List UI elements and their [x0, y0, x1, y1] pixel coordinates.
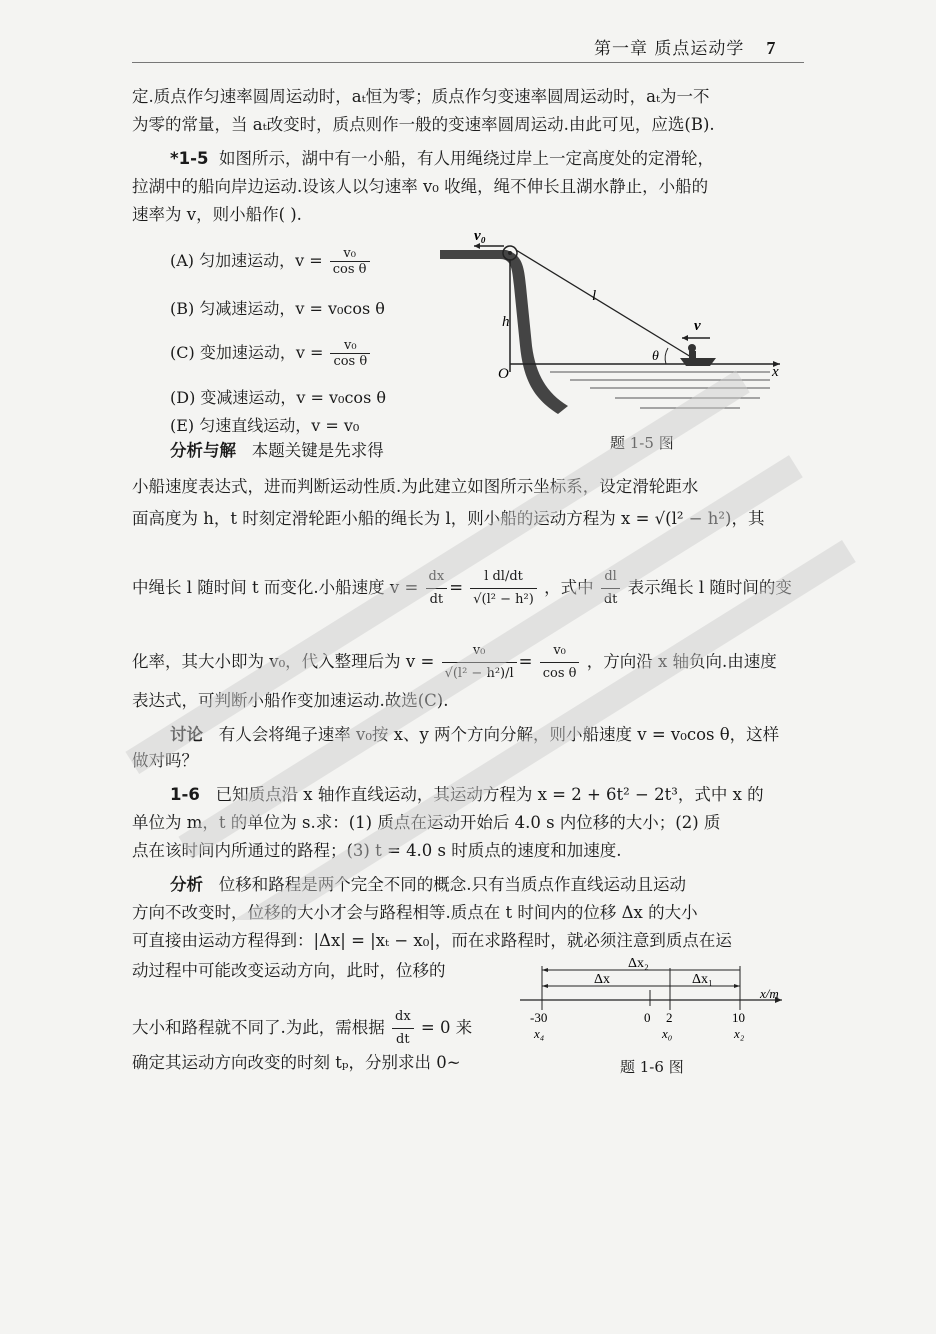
text-span: 中绳长 l 随时间 t 而变化.小船速度 v = — [132, 578, 419, 597]
analysis-line — [170, 440, 384, 462]
theta-label: θ — [652, 349, 659, 364]
fraction — [442, 640, 517, 685]
text-line: 为零的常量，当 aₜ改变时，质点则作一般的变速率圆周运动.由此可见，应选(B). — [132, 115, 715, 134]
text-line: 拉湖中的船向岸边运动.设该人以匀速率 v₀ 收绳，绳不伸长且湖水静止，小船的 — [132, 177, 709, 196]
figure-1-5 — [440, 226, 800, 456]
boat-icon — [680, 358, 716, 366]
numerator: dx — [392, 1006, 414, 1029]
figure-1-6 — [520, 958, 810, 1048]
fraction — [392, 1006, 414, 1051]
numerator: v₀ — [330, 246, 370, 262]
figure-1-6-caption: 题 1-6 图 — [620, 1058, 684, 1076]
text-line: 小船速度表达式，进而判断运动性质.为此建立如图所示坐标系，设定滑轮距水 — [132, 477, 699, 496]
velocity-line: 中绳长 l 随时间 t 而变化.小船速度 v = $\frac{dx}{dt}$ = $\frac{\text{l dl/dt}}{\text{√(l² − h²)}}$ ，式中 $\frac{dl}{dt}$ 表示绳长 l 随时间的变 — [132, 566, 792, 611]
text-line: 表达式，可判断小船作变加速运动.故选(C). — [132, 691, 449, 710]
l-label: l — [592, 288, 597, 304]
discussion-line — [170, 724, 779, 746]
person-icon — [688, 344, 696, 352]
denominator: dt — [603, 592, 618, 607]
fraction — [426, 566, 448, 611]
text-line: 定.质点作匀速率圆周运动时，aₜ恒为零；质点作匀变速率圆周运动时，aₜ为一不 — [132, 87, 710, 106]
problem-number: 1-6 — [170, 785, 200, 804]
text-line: 确定其运动方向改变的时刻 tₚ，分别求出 0~ — [132, 1053, 461, 1072]
numerator: v₀ — [330, 338, 370, 354]
text-span: 大小和路程就不同了.为此，需根据 — [132, 1018, 385, 1037]
denominator: √(l² − h²) — [473, 592, 534, 607]
rope-line — [516, 250, 696, 360]
fraction — [470, 566, 537, 611]
point-label: x₂ — [734, 1026, 745, 1041]
h-label: h — [502, 314, 510, 330]
fraction — [330, 246, 370, 277]
problem-number: *1-5 — [170, 149, 209, 168]
analysis-heading: 分析 — [170, 875, 203, 894]
discussion-heading: 讨论 — [170, 725, 203, 744]
origin-label: O — [498, 366, 509, 382]
problem-1-6-line — [170, 784, 764, 806]
numerator: dx — [426, 566, 448, 589]
option-e: (E) 匀速直线运动，v = v₀ — [170, 416, 360, 435]
option-a — [170, 246, 372, 277]
tick-label: 10 — [732, 1010, 745, 1025]
velocity-result-line: 化率，其大小即为 v₀，代入整理后为 v = $\frac{\text{v₀}}{\text{√(l² − h²)/l}}$ = $\frac{\text{v₀}}{\text{cos θ}}$ ，方向沿 x 轴负向.由速度 — [132, 640, 777, 685]
text-span: 位移和路程是两个完全不同的概念.只有当质点作直线运动且运动 — [218, 875, 686, 894]
text-span: = 0 来 — [420, 1018, 473, 1037]
text-line: 单位为 m，t 的单位为 s.求：(1) 质点在运动开始后 4.0 s 内位移的大小；(2) 质 — [132, 813, 721, 832]
numerator: l dl/dt — [470, 566, 537, 589]
running-header — [594, 34, 776, 59]
text-span: 如图所示，湖中有一小船，有人用绳绕过岸上一定高度处的定滑轮， — [218, 149, 714, 168]
text-span: 已知质点沿 x 轴作直线运动，其运动方程为 x = 2 + 6t² − 2t³，式中 x 的 — [215, 785, 764, 804]
figure-1-5-caption: 题 1-5 图 — [610, 434, 674, 452]
header-rule — [132, 62, 804, 63]
text-line: 面高度为 h，t 时刻定滑轮距小船的绳长为 l，则小船的运动方程为 x = √(l² − h²)，其 — [132, 509, 765, 528]
delta-x1-label: Δx₁ — [692, 972, 713, 987]
arrowhead — [734, 984, 740, 988]
text-line: 动过程中可能改变运动方向，此时，位移的 — [132, 961, 446, 980]
arrowhead — [542, 968, 548, 972]
analysis-heading: 分析与解 — [170, 441, 236, 460]
v-label: v — [694, 318, 701, 334]
denominator: dt — [429, 592, 444, 607]
text-line: 方向不改变时，位移的大小才会与路程相等.质点在 t 时间内的位移 Δx 的大小 — [132, 903, 698, 922]
pulley-center — [508, 251, 512, 255]
x-label: x — [772, 364, 779, 380]
analysis-2-line — [170, 874, 686, 896]
text-span: 化率，其大小即为 v₀，代入整理后为 v = — [132, 652, 435, 671]
denominator: dt — [396, 1032, 410, 1047]
chapter-title: 第一章 质点运动学 — [594, 39, 745, 59]
shore-bank — [440, 250, 568, 414]
option-b: (B) 匀减速运动，v = v₀cos θ — [170, 299, 385, 318]
arrowhead — [542, 984, 548, 988]
tick-label: 2 — [666, 1010, 673, 1025]
text-line: 点在该时间内所通过的路程；(3) t = 4.0 s 时质点的速度和加速度. — [132, 841, 622, 860]
text-line: 速率为 v，则小船作( ). — [132, 205, 302, 224]
text-span: ，式中 — [544, 578, 594, 597]
numerator: v₀ — [540, 640, 580, 663]
option-text: (C) 变加速运动，v = — [170, 343, 324, 362]
fraction — [540, 640, 580, 685]
text-span: ，方向沿 x 轴负向.由速度 — [586, 652, 777, 671]
person-body — [689, 351, 696, 359]
text-line — [132, 1006, 472, 1051]
v-arrowhead — [682, 335, 688, 341]
tick-label: 0 — [644, 1010, 651, 1025]
page-number: 7 — [766, 38, 777, 58]
delta-x2-label: Δx₂ — [628, 958, 649, 971]
fraction — [601, 566, 621, 611]
text-line: 做对吗？ — [132, 751, 198, 770]
tick-label: -30 — [530, 1010, 548, 1025]
delta-x-label: Δx — [594, 972, 611, 987]
denominator: cos θ — [332, 262, 367, 277]
option-c — [170, 338, 372, 369]
denominator: cos θ — [333, 354, 368, 369]
denominator: √(l² − h²)/l — [444, 666, 514, 681]
point-label: x₀ — [662, 1026, 673, 1041]
numerator: dl — [601, 566, 621, 589]
option-text: (A) 匀加速运动，v = — [170, 251, 323, 270]
text-span: 本题关键是先求得 — [251, 441, 384, 460]
problem-1-5-line — [170, 148, 714, 170]
text-line: 可直接由运动方程得到：|Δx| = |xₜ − x₀|，而在求路程时，就必须注意到质点在运 — [132, 931, 732, 950]
denominator: cos θ — [542, 666, 577, 681]
theta-arc — [665, 348, 668, 364]
point-label: x₄ — [534, 1026, 545, 1041]
axis-label: x/m — [760, 986, 779, 1001]
text-span: 表示绳长 l 随时间的变 — [627, 578, 792, 597]
fraction — [330, 338, 370, 369]
v0-label: v₀ — [474, 228, 486, 244]
option-d: (D) 变减速运动，v = v₀cos θ — [170, 388, 386, 407]
text-span: 有人会将绳子速率 v₀按 x、y 两个方向分解，则小船速度 v = v₀cos θ，这样 — [218, 725, 780, 744]
numerator: v₀ — [442, 640, 517, 663]
